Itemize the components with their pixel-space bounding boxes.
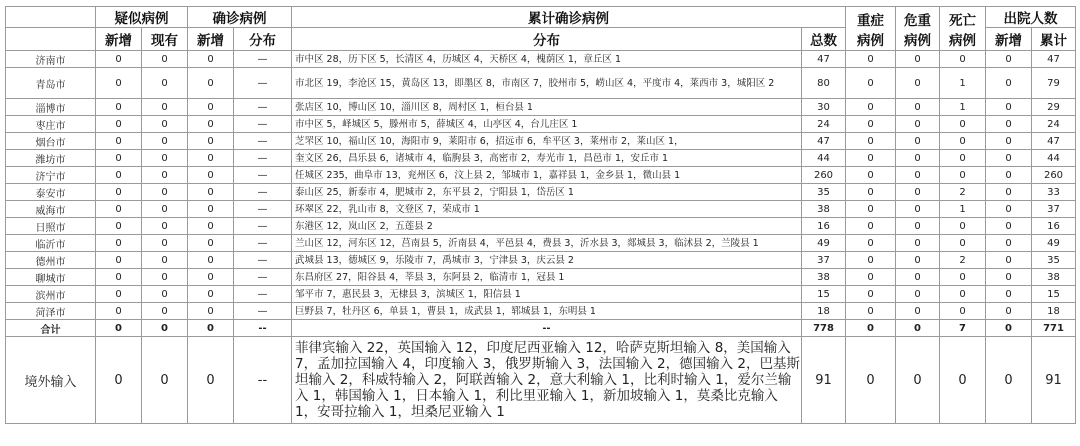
city-name-cell: 济宁市 xyxy=(6,167,96,184)
discharged-cumulative-cell: 771 xyxy=(1032,320,1076,337)
cumulative-total-cell: 49 xyxy=(802,235,846,252)
confirmed-distribution-cell: — xyxy=(234,51,292,68)
discharged-new-cell: 0 xyxy=(986,167,1032,184)
critical-cell: 0 xyxy=(896,133,940,150)
critical-cell: 0 xyxy=(896,303,940,320)
distribution-cell: 东昌府区 27，阳谷县 4，莘县 3，东阿县 2，临清市 1，冠县 1 xyxy=(292,269,802,286)
cumulative-total-cell: 80 xyxy=(802,68,846,99)
death-cell: 0 xyxy=(940,286,986,303)
cumulative-total-cell: 91 xyxy=(802,337,846,424)
city-name-cell: 日照市 xyxy=(6,218,96,235)
discharged-cumulative-cell: 38 xyxy=(1032,269,1076,286)
suspected-new-cell: 0 xyxy=(96,218,142,235)
discharged-new-cell: 0 xyxy=(986,99,1032,116)
confirmed-new-cell: 0 xyxy=(188,150,234,167)
critical-cell: 0 xyxy=(896,51,940,68)
critical-cell: 0 xyxy=(896,320,940,337)
death-cell: 1 xyxy=(940,68,986,99)
suspected-new-cell: 0 xyxy=(96,150,142,167)
suspected-current-cell: 0 xyxy=(142,286,188,303)
table-row xyxy=(6,218,1076,235)
confirmed-new-cell: 0 xyxy=(188,252,234,269)
discharged-cumulative-cell: 16 xyxy=(1032,218,1076,235)
distribution-cell: 巨野县 7，牡丹区 6，单县 1，曹县 1，成武县 1，郓城县 1，东明县 1 xyxy=(292,303,802,320)
cumulative-total-cell: 44 xyxy=(802,150,846,167)
header-discharged-cumulative: 累计 xyxy=(1032,28,1076,51)
confirmed-new-cell: 0 xyxy=(188,167,234,184)
cumulative-total-cell: 47 xyxy=(802,133,846,150)
city-name-cell: 滨州市 xyxy=(6,286,96,303)
city-name-cell: 青岛市 xyxy=(6,68,96,99)
cumulative-total-cell: 260 xyxy=(802,167,846,184)
discharged-new-cell: 0 xyxy=(986,218,1032,235)
severe-cell: 0 xyxy=(846,167,896,184)
discharged-cumulative-cell: 37 xyxy=(1032,201,1076,218)
critical-cell: 0 xyxy=(896,218,940,235)
discharged-cumulative-cell: 49 xyxy=(1032,235,1076,252)
discharged-cumulative-cell: 18 xyxy=(1032,303,1076,320)
critical-cell: 0 xyxy=(896,235,940,252)
severe-cell: 0 xyxy=(846,51,896,68)
distribution-cell: 张店区 10，博山区 10，淄川区 8，周村区 1，桓台县 1 xyxy=(292,99,802,116)
discharged-cumulative-cell: 44 xyxy=(1032,150,1076,167)
suspected-current-cell: 0 xyxy=(142,133,188,150)
city-name-cell: 临沂市 xyxy=(6,235,96,252)
table-body xyxy=(6,51,1076,424)
confirmed-new-cell: 0 xyxy=(188,116,234,133)
severe-cell: 0 xyxy=(846,235,896,252)
discharged-new-cell: 0 xyxy=(986,150,1032,167)
death-cell: 7 xyxy=(940,320,986,337)
cumulative-total-cell: 38 xyxy=(802,269,846,286)
discharged-cumulative-cell: 24 xyxy=(1032,116,1076,133)
table-row xyxy=(6,99,1076,116)
confirmed-new-cell: 0 xyxy=(188,303,234,320)
discharged-new-cell: 0 xyxy=(986,51,1032,68)
discharged-cumulative-cell: 91 xyxy=(1032,337,1076,424)
severe-cell: 0 xyxy=(846,303,896,320)
suspected-current-cell: 0 xyxy=(142,150,188,167)
discharged-new-cell: 0 xyxy=(986,116,1032,133)
suspected-current-cell: 0 xyxy=(142,51,188,68)
table-row xyxy=(6,133,1076,150)
severe-cell: 0 xyxy=(846,337,896,424)
header-discharged-new: 新增 xyxy=(986,28,1032,51)
header-critical: 危重 病例 xyxy=(896,7,940,51)
header-discharged: 出院人数 xyxy=(986,7,1076,28)
discharged-new-cell: 0 xyxy=(986,235,1032,252)
suspected-new-cell: 0 xyxy=(96,269,142,286)
critical-cell: 0 xyxy=(896,184,940,201)
cumulative-total-cell: 16 xyxy=(802,218,846,235)
city-name-cell: 威海市 xyxy=(6,201,96,218)
discharged-new-cell: 0 xyxy=(986,201,1032,218)
death-cell: 0 xyxy=(940,51,986,68)
severe-cell: 0 xyxy=(846,184,896,201)
confirmed-distribution-cell: — xyxy=(234,184,292,201)
confirmed-distribution-cell: — xyxy=(234,116,292,133)
overseas-row xyxy=(6,337,1076,424)
table-row xyxy=(6,269,1076,286)
critical-cell: 0 xyxy=(896,99,940,116)
confirmed-new-cell: 0 xyxy=(188,269,234,286)
distribution-cell: 任城区 235，曲阜市 13，兖州区 6，汶上县 2，邹城市 1，嘉祥县 1，金乡县 1，微山县 1 xyxy=(292,167,802,184)
confirmed-distribution-cell: — xyxy=(234,235,292,252)
discharged-cumulative-cell: 260 xyxy=(1032,167,1076,184)
discharged-cumulative-cell: 29 xyxy=(1032,99,1076,116)
severe-cell: 0 xyxy=(846,68,896,99)
death-cell: 0 xyxy=(940,269,986,286)
cumulative-total-cell: 30 xyxy=(802,99,846,116)
discharged-new-cell: 0 xyxy=(986,286,1032,303)
header-confirmed: 确诊病例 xyxy=(188,7,292,28)
table-row xyxy=(6,303,1076,320)
distribution-cell: 菲律宾输入 22，英国输入 12，印度尼西亚输入 12，哈萨克斯坦输入 8，美国输入 7，孟加拉国输入 4，印度输入 3，俄罗斯输入 3，法国输入 2，德国输入 2，巴基斯坦输入 2，科威特输入 2，阿联酋输入 2，意大利输入 1，比利时输入 1，爱尔兰输入 1，韩国输入 1，日本输入 1，利比里亚输入 1，新加坡输入 1，莫桑比克输入 1，安哥拉输入 1，坦桑尼亚输入 1 xyxy=(292,337,802,424)
city-name-cell: 境外输入 xyxy=(6,337,96,424)
suspected-current-cell: 0 xyxy=(142,167,188,184)
city-name-cell: 德州市 xyxy=(6,252,96,269)
city-name-cell: 烟台市 xyxy=(6,133,96,150)
distribution-cell: 市中区 5，峄城区 5，滕州市 5，薛城区 4，山亭区 4，台儿庄区 1 xyxy=(292,116,802,133)
discharged-cumulative-cell: 47 xyxy=(1032,133,1076,150)
confirmed-distribution-cell: — xyxy=(234,99,292,116)
confirmed-distribution-cell: — xyxy=(234,133,292,150)
confirmed-distribution-cell: — xyxy=(234,201,292,218)
suspected-new-cell: 0 xyxy=(96,167,142,184)
discharged-cumulative-cell: 15 xyxy=(1032,286,1076,303)
header-suspected-new: 新增 xyxy=(96,28,142,51)
header-cumulative-total: 总数 xyxy=(802,28,846,51)
suspected-current-cell: 0 xyxy=(142,201,188,218)
critical-cell: 0 xyxy=(896,68,940,99)
confirmed-distribution-cell: — xyxy=(234,303,292,320)
suspected-current-cell: 0 xyxy=(142,184,188,201)
suspected-current-cell: 0 xyxy=(142,320,188,337)
severe-cell: 0 xyxy=(846,133,896,150)
distribution-cell: 市中区 28，历下区 5，长清区 4，历城区 4，天桥区 4，槐荫区 1，章丘区 1 xyxy=(292,51,802,68)
confirmed-new-cell: 0 xyxy=(188,286,234,303)
confirmed-new-cell: 0 xyxy=(188,51,234,68)
table-row xyxy=(6,150,1076,167)
discharged-new-cell: 0 xyxy=(986,320,1032,337)
cumulative-total-cell: 37 xyxy=(802,252,846,269)
suspected-current-cell: 0 xyxy=(142,99,188,116)
discharged-new-cell: 0 xyxy=(986,68,1032,99)
city-name-cell: 聊城市 xyxy=(6,269,96,286)
suspected-current-cell: 0 xyxy=(142,337,188,424)
table-row xyxy=(6,167,1076,184)
confirmed-new-cell: 0 xyxy=(188,320,234,337)
suspected-new-cell: 0 xyxy=(96,68,142,99)
total-row xyxy=(6,320,1076,337)
discharged-new-cell: 0 xyxy=(986,133,1032,150)
confirmed-distribution-cell: — xyxy=(234,269,292,286)
suspected-current-cell: 0 xyxy=(142,235,188,252)
header-death: 死亡 病例 xyxy=(940,7,986,51)
critical-cell: 0 xyxy=(896,167,940,184)
death-cell: 0 xyxy=(940,303,986,320)
discharged-new-cell: 0 xyxy=(986,269,1032,286)
distribution-cell: 东港区 12，岚山区 2，五莲县 2 xyxy=(292,218,802,235)
critical-cell: 0 xyxy=(896,286,940,303)
death-cell: 0 xyxy=(940,133,986,150)
city-name-cell: 菏泽市 xyxy=(6,303,96,320)
table-row xyxy=(6,252,1076,269)
confirmed-distribution-cell: — xyxy=(234,167,292,184)
cumulative-total-cell: 15 xyxy=(802,286,846,303)
suspected-new-cell: 0 xyxy=(96,303,142,320)
suspected-current-cell: 0 xyxy=(142,252,188,269)
table-row xyxy=(6,201,1076,218)
distribution-cell: 奎文区 26，昌乐县 6，诸城市 4，临朐县 3，高密市 2，寿光市 1，昌邑市 1，安丘市 1 xyxy=(292,150,802,167)
suspected-new-cell: 0 xyxy=(96,116,142,133)
table-row xyxy=(6,116,1076,133)
city-name-cell: 潍坊市 xyxy=(6,150,96,167)
suspected-new-cell: 0 xyxy=(96,133,142,150)
distribution-cell: 武城县 13，德城区 9，乐陵市 7，禹城市 3，宁津县 3，庆云县 2 xyxy=(292,252,802,269)
table-row xyxy=(6,235,1076,252)
city-name-cell: 合计 xyxy=(6,320,96,337)
header-severe: 重症 病例 xyxy=(846,7,896,51)
header-cumulative-distribution: 分布 xyxy=(292,28,802,51)
death-cell: 2 xyxy=(940,184,986,201)
discharged-new-cell: 0 xyxy=(986,252,1032,269)
table-row xyxy=(6,184,1076,201)
header-confirmed-new: 新增 xyxy=(188,28,234,51)
header-corner xyxy=(6,7,96,28)
confirmed-distribution-cell: — xyxy=(234,218,292,235)
cumulative-total-cell: 47 xyxy=(802,51,846,68)
death-cell: 2 xyxy=(940,252,986,269)
severe-cell: 0 xyxy=(846,218,896,235)
header-cumulative: 累计确诊病例 xyxy=(292,7,846,28)
suspected-new-cell: 0 xyxy=(96,252,142,269)
severe-cell: 0 xyxy=(846,99,896,116)
header-row-groups xyxy=(6,7,1076,28)
city-name-cell: 淄博市 xyxy=(6,99,96,116)
suspected-current-cell: 0 xyxy=(142,218,188,235)
critical-cell: 0 xyxy=(896,201,940,218)
discharged-new-cell: 0 xyxy=(986,303,1032,320)
cumulative-total-cell: 38 xyxy=(802,201,846,218)
discharged-new-cell: 0 xyxy=(986,337,1032,424)
confirmed-distribution-cell: -- xyxy=(234,337,292,424)
suspected-current-cell: 0 xyxy=(142,116,188,133)
critical-cell: 0 xyxy=(896,252,940,269)
distribution-cell: 环翠区 22，乳山市 8，文登区 7，荣成市 1 xyxy=(292,201,802,218)
distribution-cell: -- xyxy=(292,320,802,337)
suspected-new-cell: 0 xyxy=(96,201,142,218)
death-cell: 0 xyxy=(940,218,986,235)
confirmed-new-cell: 0 xyxy=(188,235,234,252)
discharged-cumulative-cell: 79 xyxy=(1032,68,1076,99)
critical-cell: 0 xyxy=(896,116,940,133)
confirmed-new-cell: 0 xyxy=(188,99,234,116)
severe-cell: 0 xyxy=(846,201,896,218)
severe-cell: 0 xyxy=(846,252,896,269)
suspected-current-cell: 0 xyxy=(142,68,188,99)
critical-cell: 0 xyxy=(896,337,940,424)
severe-cell: 0 xyxy=(846,116,896,133)
confirmed-new-cell: 0 xyxy=(188,184,234,201)
distribution-cell: 邹平市 7，惠民县 3，无棣县 3，滨城区 1，阳信县 1 xyxy=(292,286,802,303)
cumulative-total-cell: 24 xyxy=(802,116,846,133)
suspected-new-cell: 0 xyxy=(96,320,142,337)
death-cell: 1 xyxy=(940,201,986,218)
discharged-new-cell: 0 xyxy=(986,184,1032,201)
distribution-cell: 兰山区 12，河东区 12，莒南县 5，沂南县 4，平邑县 4，费县 3，沂水县 3，郯城县 3，临沭县 2，兰陵县 1 xyxy=(292,235,802,252)
header-corner-2 xyxy=(6,28,96,51)
confirmed-new-cell: 0 xyxy=(188,337,234,424)
distribution-cell: 泰山区 25，新泰市 4，肥城市 2，东平县 2，宁阳县 1，岱岳区 1 xyxy=(292,184,802,201)
distribution-cell: 芝罘区 10，福山区 10，海阳市 9，莱阳市 6，招远市 6，牟平区 3，莱州市 2，莱山区 1， xyxy=(292,133,802,150)
confirmed-distribution-cell: — xyxy=(234,286,292,303)
confirmed-distribution-cell: — xyxy=(234,68,292,99)
suspected-new-cell: 0 xyxy=(96,337,142,424)
confirmed-new-cell: 0 xyxy=(188,218,234,235)
table-row xyxy=(6,51,1076,68)
suspected-new-cell: 0 xyxy=(96,286,142,303)
table-row xyxy=(6,68,1076,99)
city-name-cell: 济南市 xyxy=(6,51,96,68)
suspected-new-cell: 0 xyxy=(96,184,142,201)
suspected-current-cell: 0 xyxy=(142,303,188,320)
cumulative-total-cell: 778 xyxy=(802,320,846,337)
death-cell: 0 xyxy=(940,116,986,133)
suspected-new-cell: 0 xyxy=(96,51,142,68)
suspected-new-cell: 0 xyxy=(96,235,142,252)
death-cell: 0 xyxy=(940,150,986,167)
city-name-cell: 枣庄市 xyxy=(6,116,96,133)
cumulative-total-cell: 18 xyxy=(802,303,846,320)
discharged-cumulative-cell: 33 xyxy=(1032,184,1076,201)
confirmed-distribution-cell: — xyxy=(234,150,292,167)
discharged-cumulative-cell: 35 xyxy=(1032,252,1076,269)
severe-cell: 0 xyxy=(846,286,896,303)
suspected-current-cell: 0 xyxy=(142,269,188,286)
severe-cell: 0 xyxy=(846,320,896,337)
suspected-new-cell: 0 xyxy=(96,99,142,116)
discharged-cumulative-cell: 47 xyxy=(1032,51,1076,68)
death-cell: 0 xyxy=(940,235,986,252)
critical-cell: 0 xyxy=(896,150,940,167)
severe-cell: 0 xyxy=(846,269,896,286)
distribution-cell: 市北区 19，李沧区 15，黄岛区 13，即墨区 8，市南区 7，胶州市 5，崂山区 4，平度市 4，莱西市 3，城阳区 2 xyxy=(292,68,802,99)
severe-cell: 0 xyxy=(846,150,896,167)
city-name-cell: 泰安市 xyxy=(6,184,96,201)
death-cell: 0 xyxy=(940,167,986,184)
confirmed-distribution-cell: — xyxy=(234,252,292,269)
header-suspected: 疑似病例 xyxy=(96,7,188,28)
death-cell: 0 xyxy=(940,337,986,424)
confirmed-new-cell: 0 xyxy=(188,133,234,150)
confirmed-distribution-cell: -- xyxy=(234,320,292,337)
confirmed-new-cell: 0 xyxy=(188,201,234,218)
covid-statistics-table xyxy=(5,6,1076,424)
confirmed-new-cell: 0 xyxy=(188,68,234,99)
death-cell: 1 xyxy=(940,99,986,116)
header-confirmed-distribution: 分布 xyxy=(234,28,292,51)
cumulative-total-cell: 35 xyxy=(802,184,846,201)
table-row xyxy=(6,286,1076,303)
critical-cell: 0 xyxy=(896,269,940,286)
header-suspected-current: 现有 xyxy=(142,28,188,51)
